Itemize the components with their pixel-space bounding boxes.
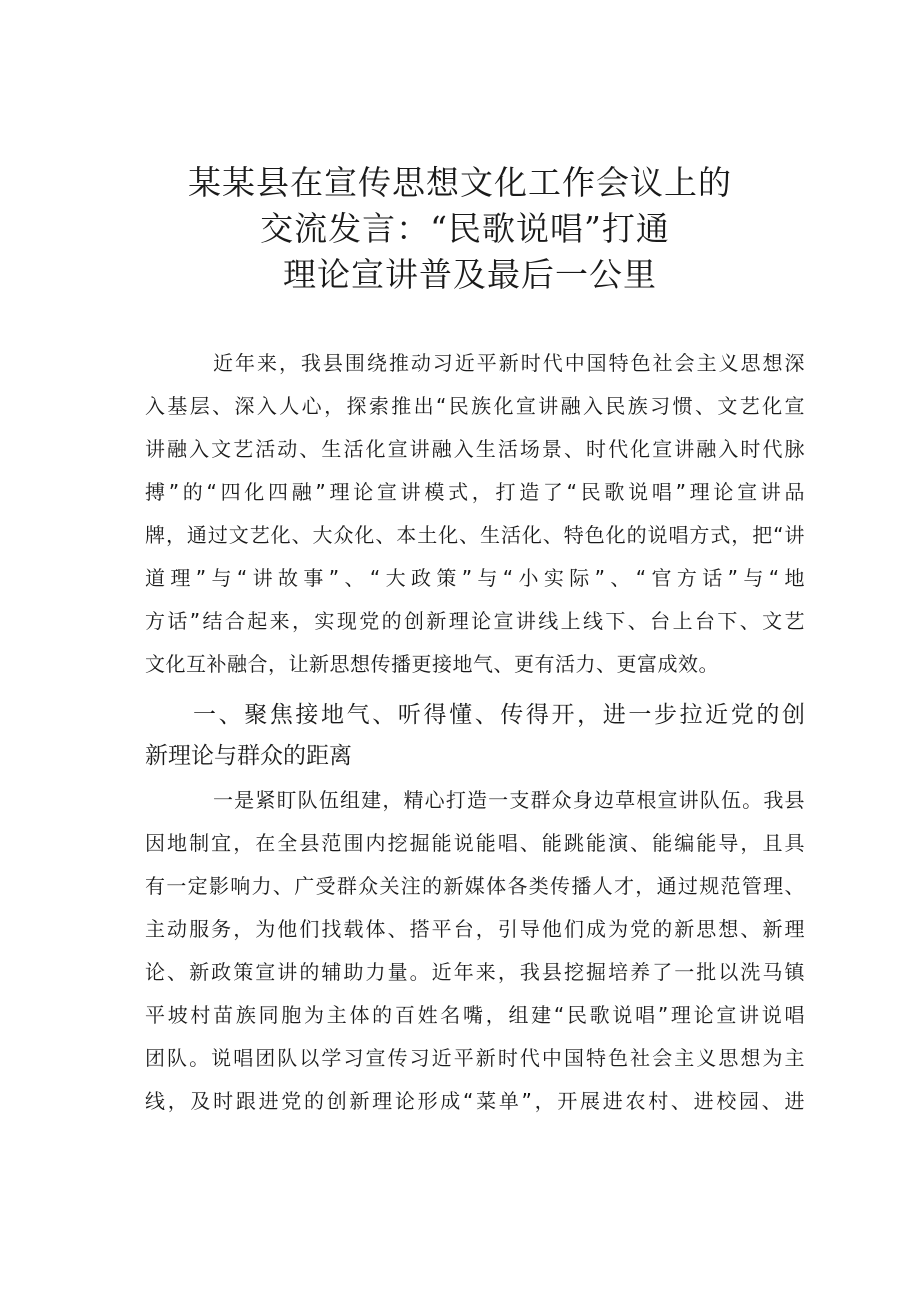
section-paragraph-line: 一是紧盯队伍组建，精心打造一支群众身边草根宣讲队伍。我县	[213, 788, 805, 812]
section-heading-line: 新理论与群众的距离	[145, 743, 352, 769]
intro-paragraph-line: 搏”的“四化四融”理论宣讲模式，打造了“民歌说唱”理论宣讲品	[145, 480, 805, 504]
intro-paragraph-line: 文化互补融合，让新思想传播更接地气、更有活力、更富成效。	[145, 652, 719, 676]
section-paragraph-line: 因地制宜，在全县范围内挖掘能说能唱、能跳能演、能编能导，且具	[145, 831, 805, 855]
title-line: 某某县在宣传思想文化工作会议上的	[188, 163, 732, 202]
section-paragraph-line: 平坡村苗族同胞为主体的百姓名嘴，组建“民歌说唱”理论宣讲说唱	[145, 1003, 805, 1027]
intro-paragraph-line: 方话”结合起来，实现党的创新理论宣讲线上线下、台上台下、文艺	[145, 609, 805, 633]
section-paragraph-line: 有一定影响力、广受群众关注的新媒体各类传播人才，通过规范管理、	[145, 874, 805, 898]
section-paragraph-line: 主动服务，为他们找载体、搭平台，引导他们成为党的新思想、新理	[145, 917, 805, 941]
section-paragraph-line: 论、新政策宣讲的辅助力量。近年来，我县挖掘培养了一批以洗马镇	[145, 960, 805, 984]
title-line: 理论宣讲普及最后一公里	[283, 255, 657, 294]
section-paragraph-line: 线，及时跟进党的创新理论形成“菜单”，开展进农村、进校园、进	[145, 1089, 805, 1113]
intro-paragraph-line: 牌，通过文艺化、大众化、本土化、生活化、特色化的说唱方式，把“讲	[145, 523, 805, 547]
intro-paragraph-line: 入基层、深入人心，探索推出“民族化宣讲融入民族习惯、文艺化宣	[145, 394, 805, 418]
section-heading-line: 一、聚焦接地气、听得懂、传得开，进一步拉近党的创	[193, 702, 805, 728]
document-title	[0, 160, 920, 298]
title-line: 交流发言：“民歌说唱”打通	[260, 209, 670, 248]
intro-paragraph-line: 近年来，我县围绕推动习近平新时代中国特色社会主义思想深	[213, 351, 805, 375]
section-paragraph-line: 团队。说唱团队以学习宣传习近平新时代中国特色社会主义思想为主	[145, 1046, 805, 1070]
intro-paragraph-line: 道理”与“讲故事”、“大政策”与“小实际”、“官方话”与“地	[145, 566, 805, 590]
intro-paragraph-line: 讲融入文艺活动、生活化宣讲融入生活场景、时代化宣讲融入时代脉	[145, 437, 805, 461]
